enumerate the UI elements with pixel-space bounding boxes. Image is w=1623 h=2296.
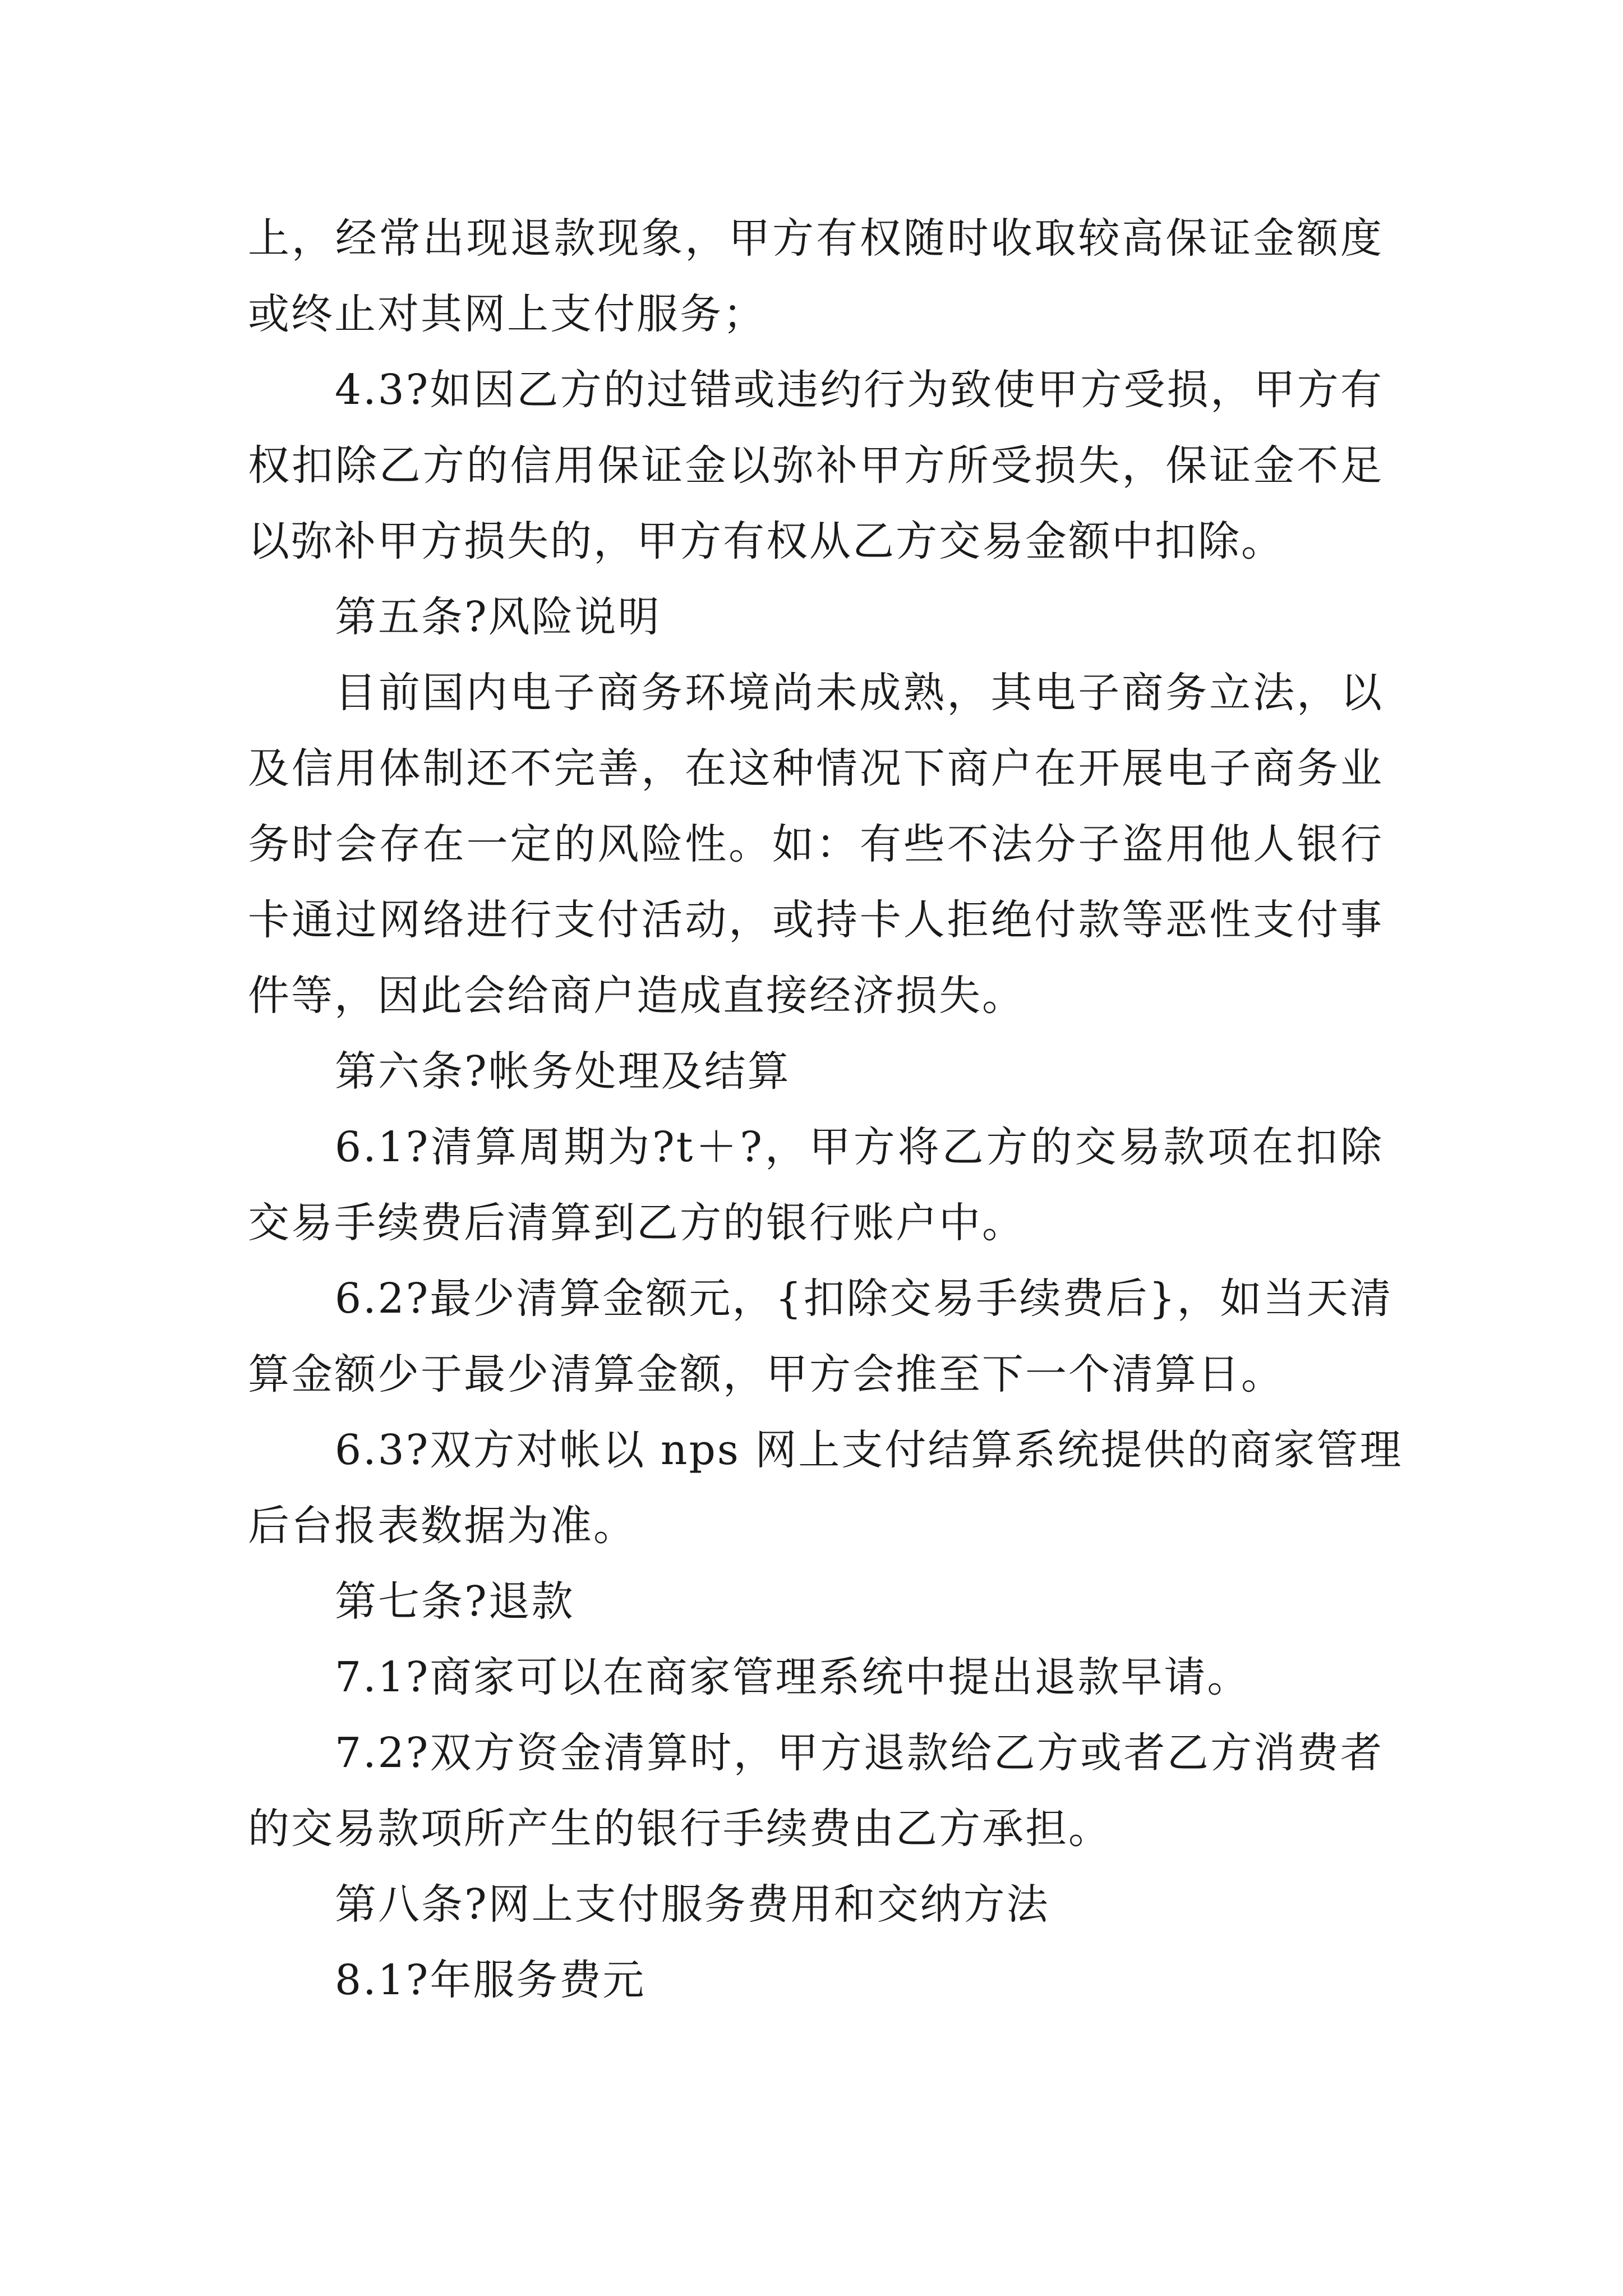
clause-4-3-line: 4.3?如因乙方的过错或违约行为致使甲方受损，甲方有: [335, 366, 1384, 414]
paragraph-line: 目前国内电子商务环境尚未成熟，其电子商务立法，以: [335, 669, 1384, 717]
section-heading-6: 第六条?帐务处理及结算: [335, 1047, 791, 1096]
paragraph-line: 及信用体制还不完善，在这种情况下商户在开展电子商务业: [248, 744, 1384, 793]
section-heading-7: 第七条?退款: [335, 1577, 575, 1626]
paragraph-line: 上，经常出现退款现象，甲方有权随时收取较高保证金额度: [248, 214, 1384, 263]
paragraph-line: 卡通过网络进行支付活动，或持卡人拒绝付款等恶性支付事: [248, 896, 1384, 944]
clause-8-1-line: 8.1?年服务费元: [335, 1956, 646, 2004]
paragraph-line: 以弥补甲方损失的，甲方有权从乙方交易金额中扣除。: [248, 517, 1284, 565]
paragraph-line: 算金额少于最少清算金额，甲方会推至下一个清算日。: [248, 1350, 1284, 1398]
clause-6-2-line: 6.2?最少清算金额元，{扣除交易手续费后}，如当天清: [335, 1274, 1393, 1323]
paragraph-line: 权扣除乙方的信用保证金以弥补甲方所受损失，保证金不足: [248, 441, 1384, 490]
clause-6-1-line: 6.1?清算周期为?t＋?，甲方将乙方的交易款项在扣除: [335, 1123, 1384, 1171]
section-heading-5: 第五条?风险说明: [335, 593, 661, 641]
section-heading-8: 第八条?网上支付服务费用和交纳方法: [335, 1880, 1050, 1929]
clause-7-2-line: 7.2?双方资金清算时，甲方退款给乙方或者乙方消费者: [335, 1729, 1384, 1777]
paragraph-line: 件等，因此会给商户造成直接经济损失。: [248, 972, 1025, 1020]
clause-6-3-line: 6.3?双方对帐以 nps 网上支付结算系统提供的商家管理: [335, 1426, 1403, 1474]
paragraph-line: 或终止对其网上支付服务；: [248, 290, 766, 338]
paragraph-line: 的交易款项所产生的银行手续费由乙方承担。: [248, 1805, 1112, 1853]
paragraph-line: 后台报表数据为准。: [248, 1502, 637, 1550]
paragraph-line: 务时会存在一定的风险性。如：有些不法分子盗用他人银行: [248, 820, 1384, 868]
clause-7-1-line: 7.1?商家可以在商家管理系统中提出退款早请。: [335, 1653, 1251, 1701]
paragraph-line: 交易手续费后清算到乙方的银行账户中。: [248, 1199, 1025, 1247]
